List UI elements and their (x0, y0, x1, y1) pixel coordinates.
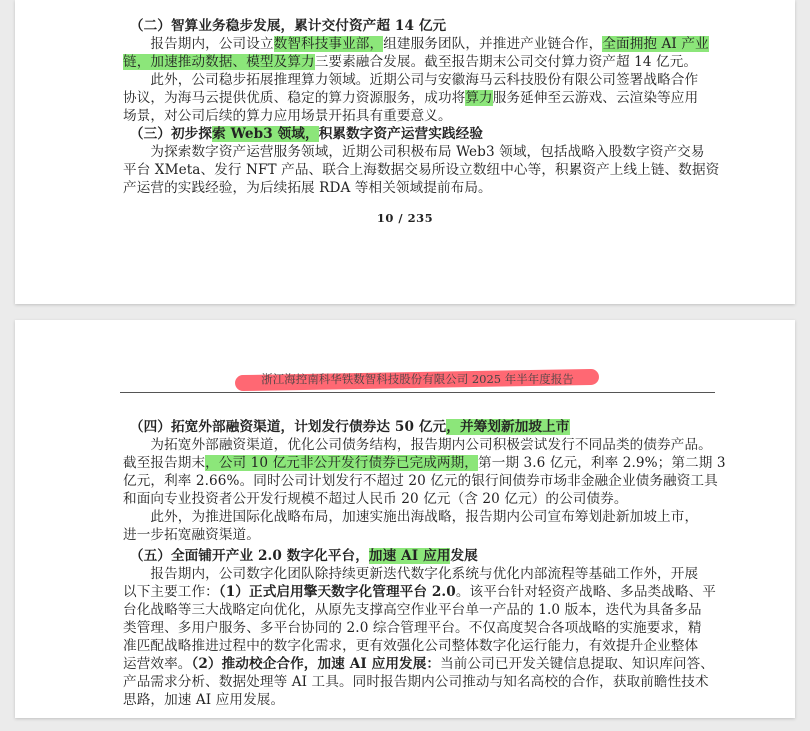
section-4-financing (123, 418, 726, 544)
text-line (123, 637, 723, 655)
bold-text: （2）推动校企合作，加速 AI 应用发展： (191, 656, 441, 672)
bold-text: （四）拓宽外部融资渠道，计划发行债券达 50 亿元 (123, 419, 447, 435)
text-segment: 此外，公司稳步拓展推理算力领域。近期公司与安徽海马云科技股份有限公司签署战略合作 (123, 72, 699, 88)
bold-text: 发展 (450, 548, 478, 564)
text-segment: 为探索数字资产运营服务领域，近期公司积极布局 Web3 领域，包括战略入股数字资产交易 (123, 144, 705, 160)
text-line (123, 418, 723, 436)
text-segment: 台化战略等三大战略定向优化，从原先支撑高空作业平台单一产品的 1.0 版本，迭代为具备多品 (123, 602, 702, 618)
highlighted-text: 全面拥抱 AI 产业 (602, 36, 709, 52)
highlighted-text: 数智科技事业部， (273, 36, 384, 52)
bold-text: 积累数字资产运营实践经验 (318, 126, 484, 142)
text-line (123, 673, 723, 691)
running-header: 浙江海控南科华铁数智科技股份有限公司 2025 年半年度报告 (261, 372, 574, 386)
text-segment: 运营效率。 (123, 656, 192, 672)
text-line (123, 107, 723, 125)
text-segment: 产运营的实践经验，为后续拓展 RDA 等相关领域提前布局。 (123, 180, 492, 196)
text-line (123, 53, 723, 71)
header-rule (120, 392, 715, 393)
text-line (123, 655, 723, 673)
text-segment: 以下主要工作： (123, 584, 219, 600)
document-page-2 (15, 320, 795, 718)
bold-text: （1）正式启用擎天数字化管理平台 2.0 (218, 584, 456, 600)
text-line (123, 526, 723, 544)
highlighted-text: ，并筹划新加坡上市 (446, 419, 570, 435)
highlighted-text: ，公司 10 亿元非公开发行债券已完成两期， (205, 455, 478, 471)
text-segment: 协议，为海马云提供优质、稳定的算力资源服务，成功将 (123, 90, 466, 106)
text-segment: 场景，对公司后续的算力应用场景开拓具有重要意义。 (123, 108, 452, 124)
text-segment: 和面向专业投资者公开发行规模不超过人民币 20 亿元（含 20 亿元）的公司债券。 (123, 491, 628, 507)
bold-text: （三）初步探 (123, 126, 213, 142)
text-segment: 进一步拓宽融资渠道。 (123, 527, 260, 543)
text-line (123, 472, 723, 490)
text-segment: 报告期内，公司数字化团队除持续更新迭代数字化系统与优化内部流程等基础工作外，开展 (123, 566, 699, 582)
text-segment: 第一期 3.6 亿元，利率 2.9%；第二期 3 (478, 455, 726, 471)
text-line (123, 125, 723, 143)
text-line (123, 601, 723, 619)
text-segment: 。该平台针对轻资产战略、多品类战略、平 (455, 584, 716, 600)
text-segment: 截至报告期末 (123, 455, 206, 471)
text-line (123, 583, 723, 601)
highlighted-text: 索 Web3 领域， (212, 126, 319, 142)
text-line (123, 71, 723, 89)
bold-text: （二）智算业务稳步发展，累计交付资产超 14 亿元 (123, 18, 447, 34)
text-segment: 此外，为推进国际化战略布局，加速实施出海战略，报告期内公司宣布筹划赴新加坡上市， (123, 509, 699, 525)
text-line (123, 17, 723, 35)
text-line (123, 490, 723, 508)
text-segment: 为拓宽外部融资渠道，优化公司债务结构，报告期内公司积极尝试发行不同品类的债券产品。 (123, 437, 712, 453)
text-line (123, 143, 723, 161)
page-number: 10 / 235 (376, 211, 434, 225)
bold-text: （五）全面铺开产业 2.0 数字化平台， (123, 548, 369, 564)
text-line (123, 547, 723, 565)
highlighted-text: 加速 AI 应用 (368, 548, 451, 564)
text-line (123, 619, 723, 637)
text-segment: 准匹配战略推进过程中的数字化需求，更有效强化公司整体数字化运行能力，有效提升企业整体 (123, 638, 699, 654)
text-line (123, 161, 723, 179)
text-segment: 报告期内，公司设立 (123, 36, 274, 52)
text-line (123, 179, 723, 197)
text-line (123, 691, 723, 709)
highlighted-text: 链，加速推动数据、模型及算力 (123, 54, 315, 70)
text-segment: 思路，加速 AI 应用发展。 (123, 692, 285, 708)
highlighted-text: 算力 (465, 90, 493, 106)
text-line (123, 565, 723, 583)
text-line (123, 436, 723, 454)
text-segment: 产品需求分析、数据处理等 AI 工具。同时报告期内公司推动与知名高校的合作，获取前瞻性技术 (123, 674, 709, 690)
text-segment: 当前公司已开发关键信息提取、知识库问答、 (440, 656, 714, 672)
text-segment: 平台 XMeta、发行 NFT 产品、联合上海数据交易所设立数纽中心等，积累资产上线上链、数据资 (123, 162, 720, 178)
text-line (123, 35, 723, 53)
text-segment: 三要素融合发展。截至报告期末公司交付算力资产超 14 亿元。 (314, 54, 698, 70)
text-segment: 组建服务团队，并推进产业链合作， (383, 36, 603, 52)
page-1-body-text (123, 17, 723, 197)
text-segment: 类管理、多用户服务、多平台协同的 2.0 综合管理平台。不仅高度契合各项战略的实施要求，精 (123, 620, 702, 636)
document-page-1 (15, 0, 795, 304)
text-segment: 服务延伸至云游戏、云渲染等应用 (492, 90, 699, 106)
section-5-digital-platform (123, 547, 723, 709)
text-line (123, 89, 723, 107)
text-line (123, 508, 723, 526)
text-line (123, 454, 726, 472)
text-segment: 亿元，利率 2.66%。同时公司计划发行不超过 20 亿元的银行间债券市场非金融企业债务融资工具 (123, 473, 718, 489)
